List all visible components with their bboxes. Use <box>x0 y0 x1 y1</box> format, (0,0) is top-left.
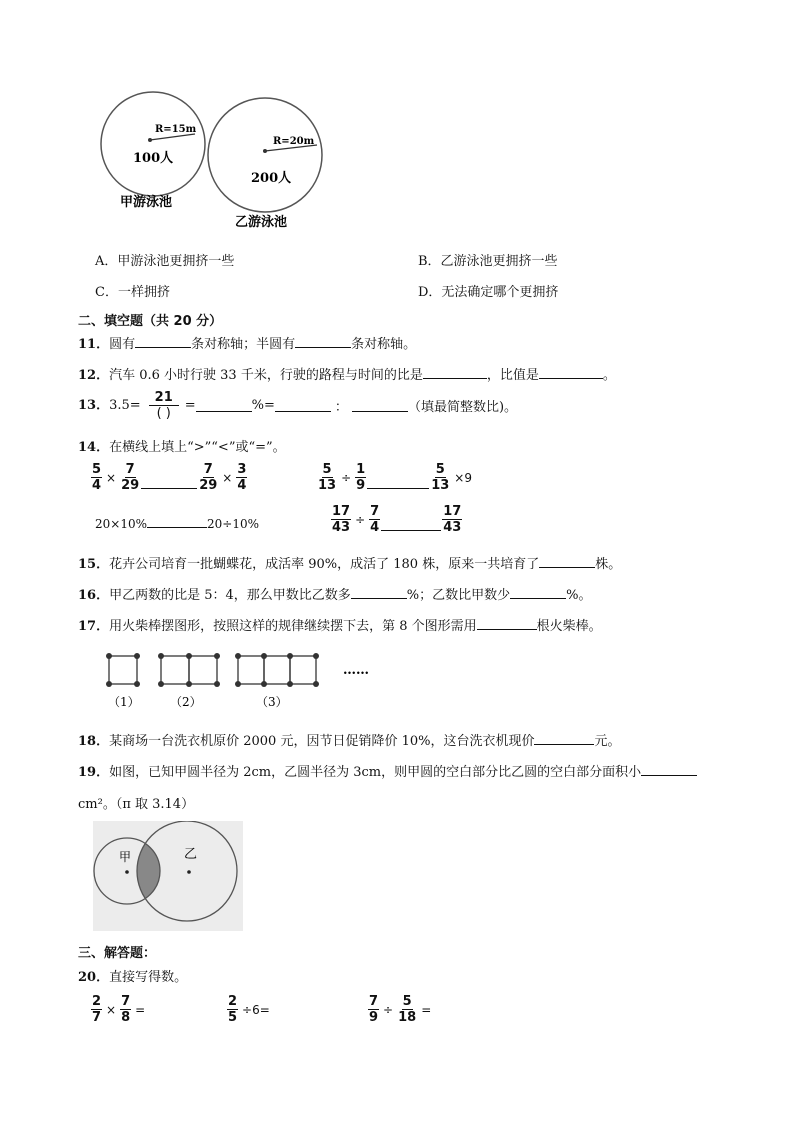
pool-b-name: 乙游泳池 <box>235 215 288 230</box>
fraction: $\frac{7}{8}$ <box>121 994 131 1025</box>
answer-blank[interactable] <box>295 335 351 348</box>
question-11 <box>78 333 416 352</box>
operator: ÷ <box>341 470 352 485</box>
section-3-title: 三、解答题： <box>78 946 157 961</box>
question-text: 直接写得数。 <box>109 970 188 985</box>
pool-b-people: 200人 <box>251 171 292 186</box>
fraction: $\frac{7}{29}$ <box>121 462 140 493</box>
question-text: （填最简整数比)。 <box>407 400 518 415</box>
operator: × <box>222 470 233 485</box>
question-text: 株。 <box>595 557 622 572</box>
question-text: 花卉公司培育一批蝴蝶花，成活率 90%，成活了 180 株，原来一共培育了 <box>109 557 540 572</box>
question-text: ，比值是 <box>486 368 539 383</box>
ellipsis: …… <box>343 663 369 678</box>
answer-blank[interactable] <box>275 399 331 412</box>
compare-expression-2 <box>316 462 475 493</box>
question-number: 17． <box>78 619 110 634</box>
question-number: 19． <box>78 765 110 780</box>
pool-a-radius: R=15m <box>155 124 197 135</box>
operator: = <box>135 1002 146 1017</box>
expression: 20÷10% <box>207 517 259 531</box>
question-19-unit: cm²。（π 取 3.14） <box>78 797 195 812</box>
circle-b-label: 乙 <box>184 847 198 862</box>
compare-blank[interactable] <box>367 476 429 489</box>
question-13 <box>78 390 517 421</box>
answer-blank[interactable] <box>510 586 566 599</box>
fraction: $\frac{7}{29}$ <box>199 462 218 493</box>
question-number: 12． <box>78 368 110 383</box>
question-text: 3.5= <box>109 398 141 413</box>
question-16 <box>78 584 592 603</box>
answer-blank[interactable] <box>135 335 191 348</box>
question-text: ： <box>334 400 348 415</box>
question-number: 14． <box>78 440 110 455</box>
question-number: 13． <box>78 398 110 413</box>
question-text: 用火柴棒摆图形，按照这样的规律继续摆下去，第 8 个图形需用 <box>109 619 477 634</box>
answer-blank[interactable] <box>351 586 407 599</box>
fraction: $\frac{5}{4}$ <box>92 462 102 493</box>
question-text: 元。 <box>594 734 621 749</box>
answer-blank[interactable] <box>534 732 594 745</box>
matchstick-figure <box>100 650 390 712</box>
figure-label-1: （1） <box>108 695 140 709</box>
pool-a-name: 甲游泳池 <box>120 195 173 210</box>
fraction: $\frac{2}{5}$ <box>228 994 238 1025</box>
question-number: 18． <box>78 734 110 749</box>
answer-blank[interactable] <box>539 555 595 568</box>
answer-blank[interactable] <box>477 617 537 630</box>
numerator: 21 <box>149 390 179 406</box>
fraction: $\frac{7}{9}$ <box>369 994 379 1025</box>
fraction: $\frac{1}{9}$ <box>356 462 366 493</box>
fraction: $\frac{2}{7}$ <box>92 994 102 1025</box>
question-text: 。 <box>602 368 616 383</box>
section-2-title: 二、填空题（共 20 分） <box>78 314 223 329</box>
compare-blank[interactable] <box>381 518 441 531</box>
question-text: %= <box>251 398 275 413</box>
question-number: 15． <box>78 557 110 572</box>
question-17 <box>78 615 602 634</box>
fraction: $\frac{5}{18}$ <box>398 994 417 1025</box>
answer-blank[interactable] <box>423 366 487 379</box>
question-19 <box>78 761 697 780</box>
option-c[interactable]: C．一样拥挤 <box>95 285 170 300</box>
option-b[interactable]: B．乙游泳池更拥挤一些 <box>418 254 558 269</box>
option-d[interactable]: D．无法确定哪个更拥挤 <box>418 285 559 300</box>
question-text: 在横线上填上“>”“<”或“=”。 <box>109 440 286 455</box>
question-text: 如图，已知甲圆半径为 2cm，乙圆半径为 3cm，则甲圆的空白部分比乙圆的空白部分面积小 <box>109 765 642 780</box>
expression: 20×10% <box>95 517 147 531</box>
question-text: 根火柴棒。 <box>536 619 602 634</box>
pool-b-radius: R=20m <box>273 136 315 147</box>
question-text: 圆有 <box>109 337 136 352</box>
compare-expression-4 <box>330 504 463 535</box>
question-text: 某商场一台洗衣机原价 2000 元，因节日促销降价 10%，这台洗衣机现价 <box>109 734 535 749</box>
question-number: 11． <box>78 337 110 352</box>
answer-blank[interactable] <box>539 366 603 379</box>
figure-label-3: （3） <box>256 695 288 709</box>
question-text: 条对称轴；半圆有 <box>191 337 296 352</box>
question-text: 汽车 0.6 小时行驶 33 千米，行驶的路程与时间的比是 <box>109 368 423 383</box>
fraction: $\frac{3}{4}$ <box>237 462 247 493</box>
operator: ×9 <box>454 470 472 485</box>
answer-blank[interactable] <box>641 763 697 776</box>
operator: = <box>421 1002 432 1017</box>
compare-blank[interactable] <box>141 476 197 489</box>
answer-blank[interactable] <box>352 399 408 412</box>
figure-label-2: （2） <box>170 695 202 709</box>
question-18 <box>78 730 621 749</box>
fraction <box>149 390 179 421</box>
question-number: 16． <box>78 588 110 603</box>
question-text: %。 <box>566 588 592 603</box>
compare-expression-1 <box>90 462 248 493</box>
pool-figure <box>95 82 335 237</box>
circle-a-label: 甲 <box>119 850 132 864</box>
fraction: $\frac{5}{13}$ <box>431 462 450 493</box>
circles-figure <box>93 821 243 931</box>
fraction: $\frac{17}{43}$ <box>443 504 462 535</box>
pool-a-people: 100人 <box>133 151 174 166</box>
fraction: $\frac{5}{13}$ <box>318 462 337 493</box>
calc-expression-2 <box>226 994 273 1025</box>
question-text: 甲乙两数的比是 5：4，那么甲数比乙数多 <box>109 588 351 603</box>
option-a[interactable]: A．甲游泳池更拥挤一些 <box>95 254 235 269</box>
question-text: = <box>184 398 196 413</box>
question-12 <box>78 364 616 383</box>
fraction: $\frac{17}{43}$ <box>332 504 351 535</box>
question-text: 条对称轴。 <box>351 337 417 352</box>
operator: ÷6= <box>242 1002 270 1017</box>
denominator-blank[interactable]: ( ) <box>156 406 171 421</box>
calc-expression-3 <box>367 994 434 1025</box>
compare-expression-3 <box>95 515 259 532</box>
fraction: $\frac{7}{4}$ <box>370 504 380 535</box>
operator: ÷ <box>383 1002 394 1017</box>
question-14 <box>78 436 286 455</box>
calc-expression-1 <box>90 994 148 1025</box>
question-number: 20． <box>78 970 110 985</box>
operator: ÷ <box>355 512 366 527</box>
answer-blank[interactable] <box>196 399 252 412</box>
operator: × <box>106 470 117 485</box>
compare-blank[interactable] <box>147 515 207 528</box>
question-text: %；乙数比甲数少 <box>406 588 511 603</box>
question-20 <box>78 966 187 985</box>
question-15 <box>78 553 621 572</box>
operator: × <box>106 1002 117 1017</box>
